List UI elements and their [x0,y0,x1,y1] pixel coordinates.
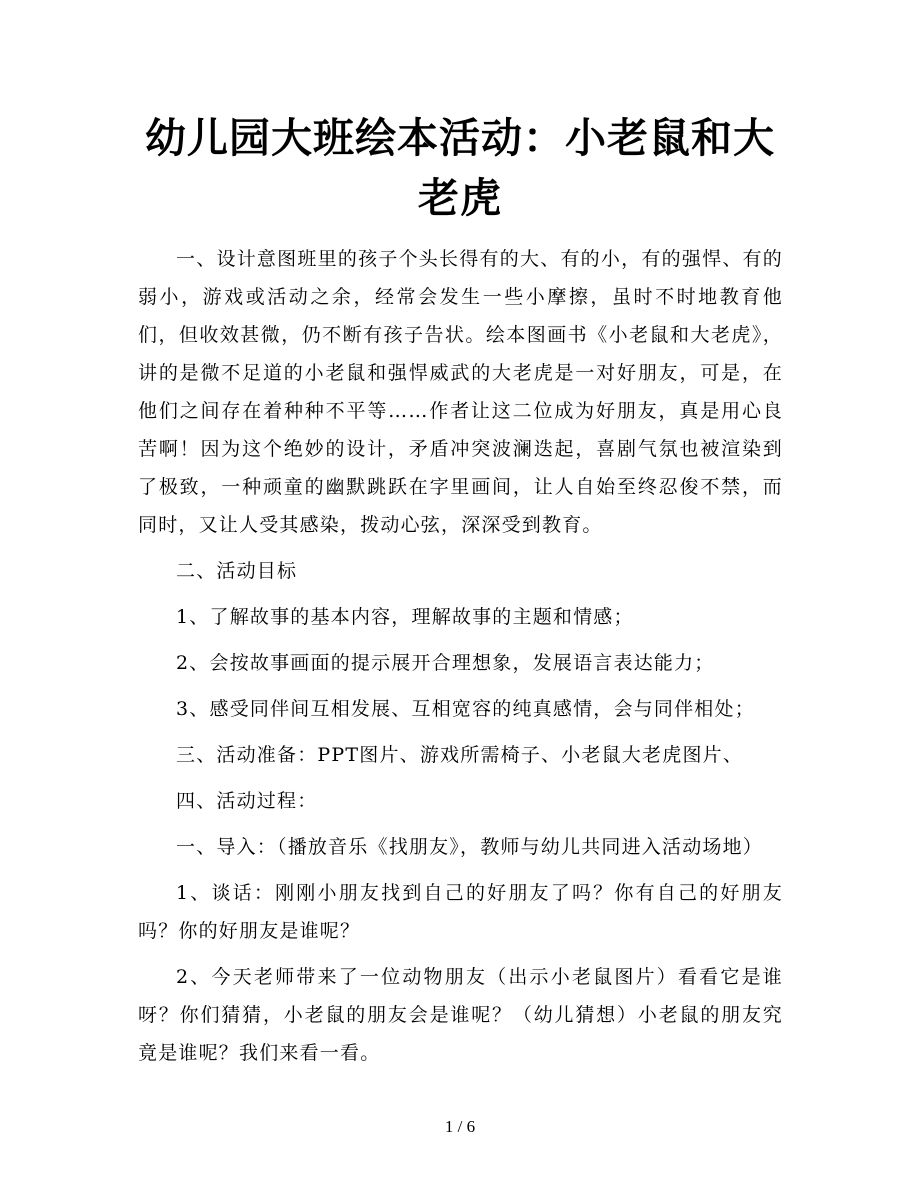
paragraph-preparation: 三、活动准备：PPT图片、游戏所需椅子、小老鼠大老虎图片、 [176,744,744,766]
paragraph-talk: 1、谈话：刚刚小朋友找到自己的好朋友了吗？你有自己的好朋友吗？你的好朋友是谁呢？ [138,882,783,942]
document-body [138,240,783,1080]
paragraph-introduction: 一、导入：（播放音乐《找朋友》，教师与幼儿共同进入活动场地） [176,836,764,858]
paragraph-goals-heading: 二、活动目标 [176,560,298,582]
paragraph-process-heading: 四、活动过程： [176,790,318,812]
document-title: 幼儿园大班绘本活动：小老鼠和大老虎 [145,114,775,222]
paragraph-goal-1: 1、了解故事的基本内容，理解故事的主题和情感； [176,606,634,628]
paragraph-goal-2: 2、会按故事画面的提示展开合理想象，发展语言表达能力； [176,652,715,674]
paragraph-design-intent: 一、设计意图班里的孩子个头长得有的大、有的小，有的强悍、有的弱小，游戏或活动之余，经常会发生一些小摩擦，虽时不时地教育他们，但收效甚微，仍不断有孩子告状。绘本图画书《小老鼠和大老虎》，讲的是微不足道的小老鼠和强悍威武的大老虎是一对好朋友，可是，在他们之间存在着种种不平等……作者让这二位成为好朋友，真是用心良苦啊！因为这个绝妙的设计，矛盾冲突波澜迭起，喜剧气氛也被渲染到了极致，一种顽童的幽默跳跃在字里画间，让人自始至终忍俊不禁，而同时，又让人受其感染，拨动心弦，深深受到教育。 [138,248,783,536]
paragraph-animal-friend: 2、今天老师带来了一位动物朋友（出示小老鼠图片）看看它是谁呀？你们猜猜，小老鼠的朋友会是谁呢？（幼儿猜想）小老鼠的朋友究竟是谁呢？我们来看一看。 [138,966,783,1064]
paragraph-goal-3: 3、感受同伴间互相发展、互相宽容的纯真感情，会与同伴相处； [176,698,755,720]
page-number: 1 / 6 [444,1117,476,1136]
